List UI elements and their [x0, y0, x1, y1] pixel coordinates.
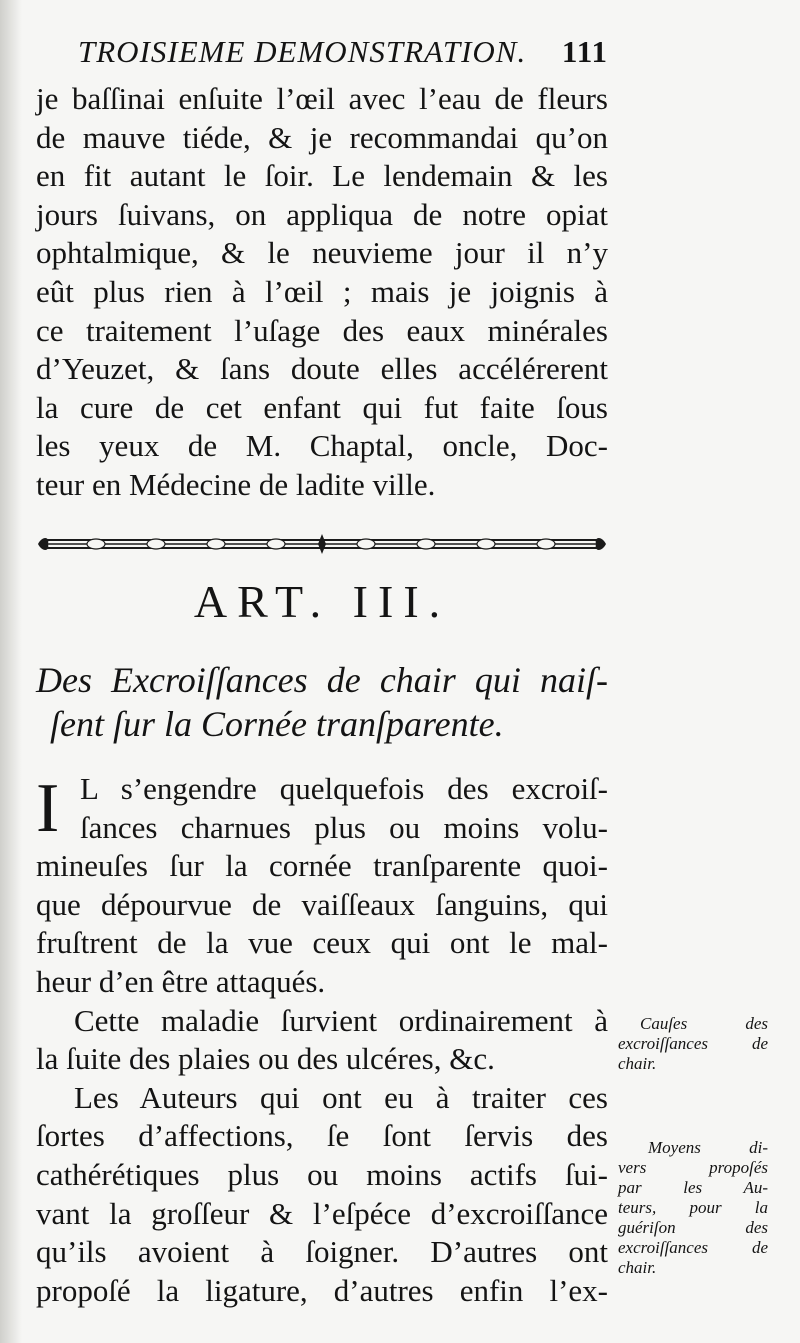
- article-heading: ART. III.: [193, 576, 451, 627]
- margin-line: excroiſſances de: [618, 1034, 768, 1053]
- margin-line: Moyens di-: [648, 1138, 768, 1157]
- text-line: vant la groſſeur & l’eſpéce d’excroiſſance: [36, 1195, 608, 1231]
- subtitle-line: ſent ſur la Cornée tranſparente.: [50, 704, 504, 744]
- margin-line: guériſon des: [618, 1218, 768, 1237]
- margin-line: vers propoſés: [618, 1158, 768, 1177]
- paragraph-2: [36, 770, 608, 1310]
- text-line: fruſtrent de la vue ceux qui ont le mal-: [36, 925, 608, 961]
- margin-line: chair.: [618, 1054, 657, 1073]
- margin-note-remedies: [618, 1138, 768, 1278]
- text-line: ſortes d’affections, ſe ſont ſervis des: [36, 1118, 608, 1154]
- page-gutter-shadow: [0, 0, 22, 1343]
- text-line: cathérétiques plus ou moins actifs ſui-: [36, 1156, 608, 1192]
- ornamental-rule: [36, 532, 608, 556]
- text-line: la ſuite des plaies ou des ulcéres, &c.: [36, 1041, 495, 1077]
- text-line: heur d’en être attaqués.: [36, 963, 326, 999]
- text-line: propoſé la ligature, d’autres enfin l’ex-: [36, 1272, 608, 1308]
- margin-line: teurs, pour la: [618, 1198, 768, 1217]
- margin-line: par les Au-: [618, 1178, 768, 1197]
- text-line: Les Auteurs qui ont eu à traiter ces: [74, 1079, 608, 1115]
- text-line: mineuſes ſur la cornée tranſparente quoi-: [36, 848, 608, 884]
- text-line: ſances charnues plus ou moins volu-: [80, 809, 608, 845]
- article-subtitle: [36, 658, 608, 746]
- margin-line: excroiſſances de: [618, 1238, 768, 1257]
- text-line: L s’engendre quelquefois des excroiſ-: [80, 771, 608, 806]
- text-line: jours ſuivans, on appliqua de notre opiat: [36, 196, 608, 232]
- text-line: la cure de cet enfant qui fut faite ſous: [36, 389, 608, 425]
- running-header: [78, 34, 608, 74]
- paragraph-1: [36, 80, 608, 505]
- text-line: de mauve tiéde, & je recommandai qu’on: [36, 119, 608, 155]
- text-line: ce traitement l’uſage des eaux minérales: [36, 312, 608, 348]
- running-title: TROISIEME DEMONSTRATION.: [78, 34, 527, 69]
- text-line: qu’ils avoient à ſoigner. D’autres ont: [36, 1234, 608, 1270]
- page-number: 111: [561, 34, 608, 69]
- margin-line: Cauſes des: [640, 1014, 768, 1033]
- text-line: d’Yeuzet, & ſans doute elles accélérerent: [36, 351, 608, 387]
- text-line: en fit autant le ſoir. Le lendemain & les: [36, 158, 608, 194]
- dropcap-block: [36, 770, 608, 847]
- text-line: les yeux de M. Chaptal, oncle, Doc-: [36, 428, 608, 464]
- text-line: teur en Médecine de ladite ville.: [36, 466, 436, 502]
- margin-note-causes: [618, 1014, 768, 1074]
- text-line: je baſſinai enſuite l’œil avec l’eau de fleurs: [36, 81, 608, 116]
- text-line: Cette maladie ſurvient ordinairement à: [74, 1002, 608, 1038]
- subtitle-line: Des Excroiſſances de chair qui naiſ-: [36, 660, 608, 700]
- drop-cap: I: [36, 770, 60, 847]
- text-line: eût plus rien à l’œil ; mais je joignis à: [36, 273, 608, 309]
- text-line: que dépourvue de vaiſſeaux ſanguins, qui: [36, 886, 608, 922]
- margin-line: chair.: [618, 1258, 657, 1277]
- text-line: ophtalmique, & le neuvieme jour il n’y: [36, 235, 608, 271]
